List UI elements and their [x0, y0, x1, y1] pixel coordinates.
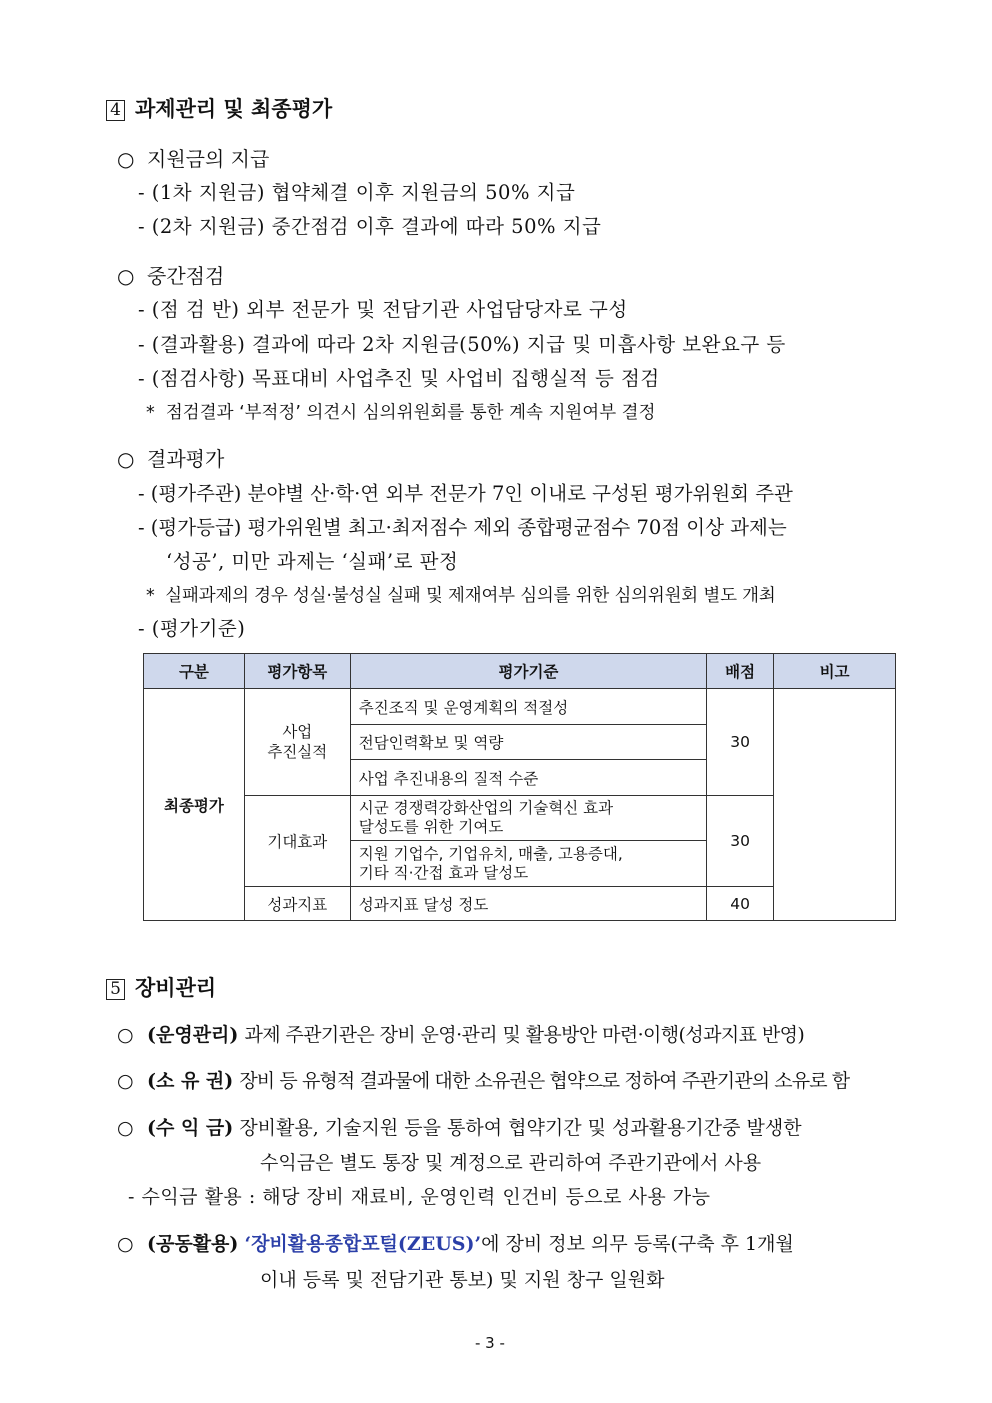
- section-number-box: 5: [106, 979, 125, 1000]
- table-header-row: [144, 654, 896, 689]
- bullet-title: 중간점검: [147, 264, 225, 288]
- score-cell: 30: [707, 689, 774, 796]
- column-header: 구분: [144, 654, 245, 689]
- bullet-item-continuation: 수익금은 별도 통장 및 계정으로 관리하여 주관기관에서 사용: [260, 1152, 762, 1174]
- section-title: 장비관리: [135, 975, 217, 1000]
- circle-bullet-icon: ○: [117, 1024, 134, 1046]
- list-item: - (평가기준): [138, 617, 246, 640]
- list-item: - 수익금 활용 : 해당 장비 재료비, 운영인력 인건비 등으로 사용 가능: [128, 1186, 711, 1208]
- criteria-cell: 성과지표 달성 정도: [350, 887, 706, 921]
- item-cell: 사업 추진실적: [244, 689, 350, 796]
- criteria-cell: 전담인력확보 및 역량: [350, 725, 706, 760]
- evaluation-criteria-table: [143, 653, 896, 921]
- circle-bullet-icon: ○: [117, 1117, 134, 1139]
- zeus-portal-link[interactable]: ‘장비활용종합포털(ZEUS)’: [244, 1233, 482, 1255]
- column-header: 배점: [707, 654, 774, 689]
- section-number-box: 4: [106, 100, 125, 121]
- score-cell: 40: [707, 887, 774, 921]
- criteria-cell: 지원 기업수, 기업유치, 매출, 고용증대, 기타 직·간접 효과 달성도: [350, 841, 706, 887]
- list-item: - (점검사항) 목표대비 사업추진 및 사업비 집행실적 등 점검: [138, 367, 660, 390]
- note: * 점검결과 ‘부적정’ 의견시 심의위원회를 통한 계속 지원여부 결정: [146, 403, 656, 423]
- section-title: 과제관리 및 최종평가: [135, 96, 333, 121]
- criteria-cell: 추진조직 및 운영계획의 적절성: [350, 689, 706, 725]
- bullet-title: 지원금의 지급: [147, 147, 270, 171]
- bullet-heading: [117, 443, 224, 472]
- list-item: - (1차 지원금) 협약체결 이후 지원금의 50% 지급: [138, 181, 576, 204]
- section-4-heading: [106, 93, 332, 123]
- list-item: - (점 검 반) 외부 전문가 및 전담기관 사업담당자로 구성: [138, 298, 628, 321]
- bullet-item: ○ (소 유 권) 장비 등 유형적 결과물에 대한 소유권은 협약으로 정하여 주관기관의 소유로 함: [117, 1070, 850, 1092]
- category-cell: 최종평가: [144, 689, 245, 921]
- bullet-item: ○ (공동활용) ‘장비활용종합포털(ZEUS)’에 장비 정보 의무 등록(구축 후 1개월: [117, 1233, 794, 1255]
- column-header: 평가항목: [244, 654, 350, 689]
- bullet-heading: [117, 260, 224, 289]
- score-cell: 30: [707, 796, 774, 887]
- circle-bullet-icon: ○: [117, 147, 135, 171]
- note: * 실패과제의 경우 성실·불성실 실패 및 제재여부 심의를 위한 심의위원회 별도 개최: [146, 586, 776, 606]
- bullet-item: ○ (운영관리) 과제 주관기관은 장비 운영·관리 및 활용방안 마련·이행(성과지표 반영): [117, 1024, 805, 1046]
- item-cell: 성과지표: [244, 887, 350, 921]
- bullet-heading: [117, 143, 269, 172]
- bullet-item-continuation: 이내 등록 및 전담기관 통보) 및 지원 창구 일원화: [260, 1269, 665, 1291]
- list-item: - (결과활용) 결과에 따라 2차 지원금(50%) 지급 및 미흡사항 보완요구 등: [138, 333, 786, 356]
- circle-bullet-icon: ○: [117, 264, 135, 288]
- column-header: 비고: [774, 654, 896, 689]
- circle-bullet-icon: ○: [117, 1070, 134, 1092]
- table-row: [144, 689, 896, 725]
- list-item: - (평가주관) 분야별 산·학·연 외부 전문가 7인 이내로 구성된 평가위원회 주관: [138, 482, 793, 505]
- bullet-title: 결과평가: [147, 447, 225, 471]
- criteria-cell: 시군 경쟁력강화산업의 기술혁신 효과 달성도를 위한 기여도: [350, 796, 706, 841]
- bullet-item: ○ (수 익 금) 장비활용, 기술지원 등을 통하여 협약기간 및 성과활용기간중 발생한: [117, 1117, 802, 1139]
- list-item-continuation: ‘성공’, 미만 과제는 ‘실패’로 판정: [166, 550, 459, 573]
- criteria-cell: 사업 추진내용의 질적 수준: [350, 760, 706, 796]
- remark-cell: [774, 689, 896, 921]
- column-header: 평가기준: [350, 654, 706, 689]
- circle-bullet-icon: ○: [117, 1233, 134, 1255]
- list-item: - (평가등급) 평가위원별 최고·최저점수 제외 종합평균점수 70점 이상 과제는: [138, 516, 787, 539]
- list-item: - (2차 지원금) 중간점검 이후 결과에 따라 50% 지급: [138, 215, 602, 238]
- section-5-heading: [106, 972, 216, 1002]
- item-cell: 기대효과: [244, 796, 350, 887]
- circle-bullet-icon: ○: [117, 447, 135, 471]
- page-number: - 3 -: [475, 1334, 505, 1352]
